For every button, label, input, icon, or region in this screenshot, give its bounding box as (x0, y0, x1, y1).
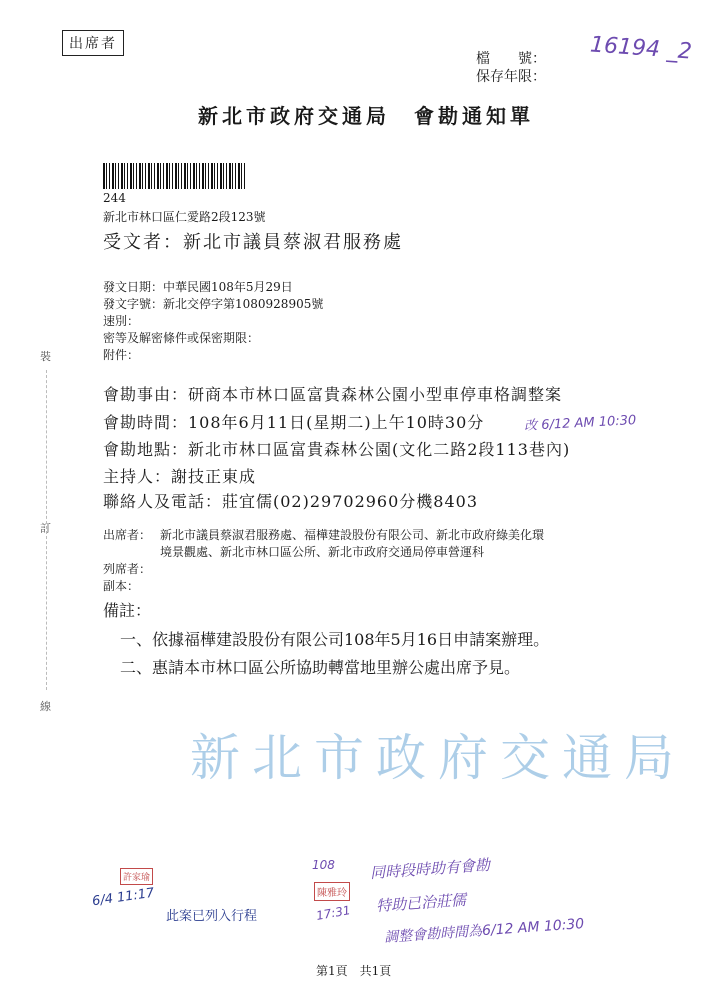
host-name: 主持人：謝技正東成 (103, 467, 257, 486)
speed-field: 速別： (103, 314, 140, 328)
staff-seal: 陳雅玲 (314, 882, 350, 901)
document-number: 發文字號：新北交停字第1080928905號 (103, 297, 324, 311)
attendees-label: 出席者： (103, 528, 152, 542)
attendee-box-label: 出席者 (62, 30, 124, 56)
contact-person: 聯絡人及電話：莊宜儒(02)29702960分機8403 (103, 492, 479, 511)
recipient-address: 新北市林口區仁愛路2段123號 (103, 210, 266, 224)
page-indicator: 第1頁 共1頁 (316, 964, 392, 978)
attendees-line-2: 境景觀處、新北市林口區公所、新北市政府交通局停車營運科 (160, 545, 485, 559)
clerk-seal: 許家瑜 (120, 868, 153, 885)
handwritten-file-number: 16194 _2 (589, 32, 693, 65)
note-item-2: 二、惠請本市林口區公所協助轉當地里辦公處出席予見。 (120, 658, 521, 677)
inspection-location: 會勘地點：新北市林口區富貴森林公園(文化二路2段113巷內) (103, 440, 571, 459)
binding-mark-top: 裝 (40, 350, 51, 363)
secrecy-field: 密等及解密條件或保密期限： (103, 331, 260, 345)
inspection-time: 會勘時間：108年6月11日(星期二)上午10時30分 (103, 413, 485, 432)
handwritten-year: 108 (312, 858, 335, 872)
attendees-line-1: 新北市議員蔡淑君服務處、福樺建設股份有限公司、新北市政府綠美化環 (160, 528, 545, 542)
note-item-1: 一、依據福樺建設股份有限公司108年5月16日申請案辦理。 (120, 630, 550, 649)
observers-label: 列席者： (103, 562, 152, 576)
notes-label: 備註： (103, 601, 152, 620)
scheduled-stamp: 此案已列入行程 (166, 909, 258, 924)
binding-mark-middle: 訂 (40, 522, 51, 535)
inspection-subject: 會勘事由：研商本市林口區富貴森林公園小型車停車格調整案 (103, 385, 563, 404)
binding-mark-bottom: 線 (40, 700, 51, 713)
handwritten-time: 17:31 (315, 903, 352, 923)
barcode-number: 244 (103, 191, 126, 205)
retention-period-label: 保存年限： (476, 69, 546, 85)
attachment-field: 附件： (103, 348, 140, 362)
copies-label: 副本： (103, 579, 140, 593)
agency-stamp: 新北市政府交通局 (190, 729, 686, 787)
file-number-label: 檔 號： (476, 51, 546, 67)
barcode (103, 163, 245, 189)
received-date: 6/4 11:17 (91, 885, 156, 910)
binding-line (46, 370, 47, 690)
handwritten-time-change: 改 6/12 AM 10:30 (523, 413, 637, 434)
recipient-line (103, 228, 403, 254)
handwritten-note-1: 同時段時助有會勘 (369, 855, 491, 883)
document-title: 新北市政府交通局 會勘通知單 (198, 104, 534, 128)
issue-date: 發文日期：中華民國108年5月29日 (103, 280, 293, 294)
handwritten-note-2: 特助已治莊儒 (375, 890, 467, 916)
recipient-label: 受文者： (103, 232, 183, 253)
handwritten-note-3: 調整會勘時間為6/12 AM 10:30 (383, 916, 585, 946)
recipient-name: 新北市議員蔡淑君服務處 (183, 232, 403, 253)
